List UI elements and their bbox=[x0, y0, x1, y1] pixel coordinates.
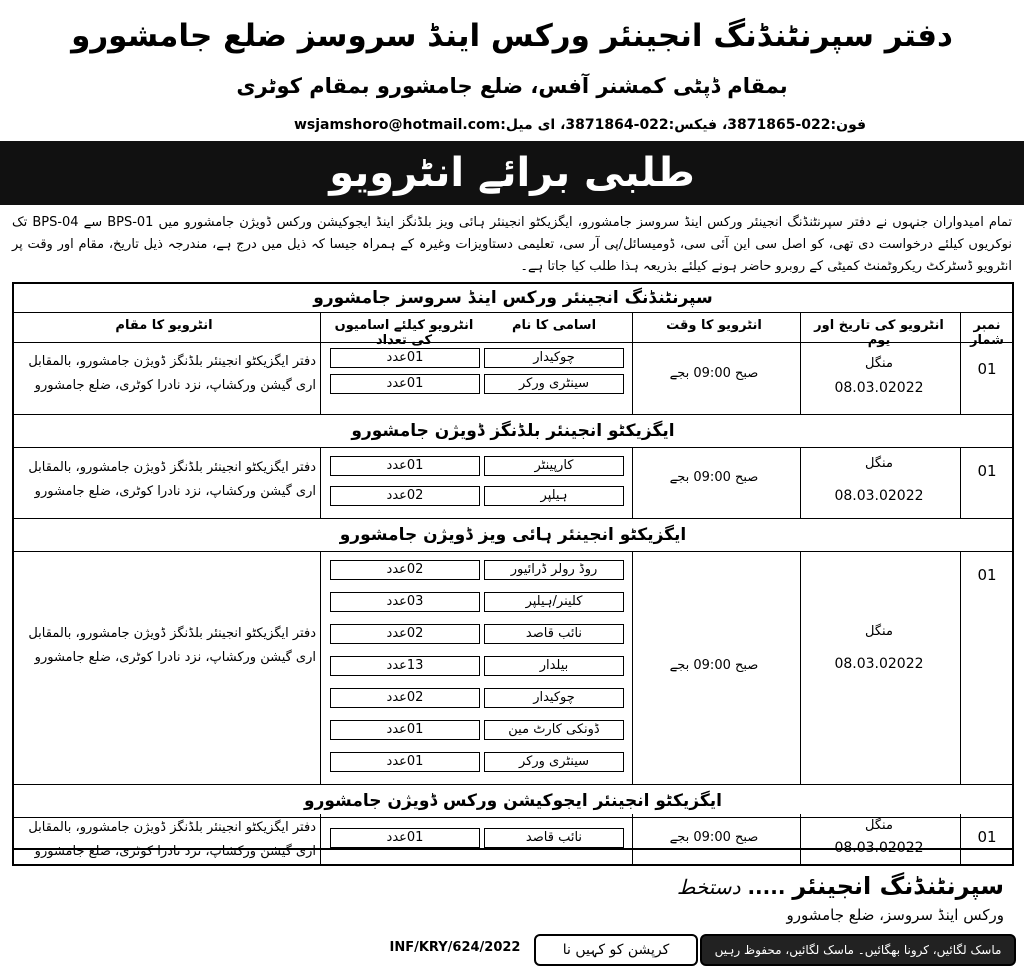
section-title: ایگزیکٹو انجینئر ہائی ویز ڈویژن جامشورو bbox=[14, 518, 1012, 552]
col-serial: نمبر شمار bbox=[970, 318, 1004, 348]
section4-row bbox=[12, 814, 1014, 866]
time: صبح 09:00 بجے bbox=[669, 830, 759, 845]
day: منگل bbox=[865, 624, 893, 639]
contact-line: فون:022-3871865، فیکس:022-3871864، ای میل:wsjamshoro@hotmail.com bbox=[293, 117, 867, 133]
col-venue: انٹرویو کا مقام bbox=[115, 318, 213, 333]
intro-paragraph: تمام امیدواران جنہوں نے دفتر سپرنٹنڈنگ انجینئر ورکس اینڈ سروسز جامشورو، ایگزیکٹو انجینئر ہائی ویز بلڈنگز اینڈ ایجوکیشن ورکس ڈویژن جامشورو میں BPS-01 سے BPS-04 تک نوکریوں کیلئے درخواست دی تھی، کو اصل سی این آئی سی، ڈومیسائل/پی آر سی، تعلیمی دستاویزات وغیرہ کے ہمراہ جیسا کہ ذیل میں درج ہے، مندرجہ ذیل تاریخ، مقام اور وقت پر انٹرویو ڈسٹرکٹ ریکروٹمنٹ کمیٹی کے روبرو حاضر ہونے کیلئے بذریعہ ہذا طلب کیا جاتا ہے۔ bbox=[12, 215, 1012, 274]
post-name: چوکیدار bbox=[484, 688, 624, 708]
post-name: کارپینٹر bbox=[484, 456, 624, 476]
section-title: سپرنٹنڈنگ انجینئر ورکس اینڈ سروسز جامشورو bbox=[14, 284, 1012, 313]
signature-title: سپرنٹنڈنگ انجینئر bbox=[792, 872, 1004, 900]
post-count: 02عدد bbox=[330, 688, 480, 708]
date: 08.03.02022 bbox=[834, 380, 924, 396]
serial: 01 bbox=[977, 828, 997, 846]
post-name: نائب قاصد bbox=[484, 624, 624, 644]
post-count: 02عدد bbox=[330, 486, 480, 506]
office-location: بمقام ڈپٹی کمشنر آفس، ضلع جامشورو بمقام کوٹری bbox=[236, 74, 788, 98]
post-count: 01عدد bbox=[330, 456, 480, 476]
post-count: 01عدد bbox=[330, 828, 480, 848]
post-name: سینٹری ورکر bbox=[484, 752, 624, 772]
section-title: ایگزیکٹو انجینئر ایجوکیشن ورکس ڈویژن جامشورو bbox=[14, 784, 1012, 818]
col-date: انٹرویو کی تاریخ اور یوم bbox=[814, 318, 944, 348]
post-count: 02عدد bbox=[330, 560, 480, 580]
post-count: 13عدد bbox=[330, 656, 480, 676]
interview-banner: طلبی برائے انٹرویو bbox=[0, 141, 1024, 205]
day: منگل bbox=[865, 356, 893, 371]
reference-number: INF/KRY/624/2022 bbox=[389, 940, 521, 955]
post-name: ڈونکی کارٹ مین bbox=[484, 720, 624, 740]
day: منگل bbox=[865, 818, 893, 833]
venue: دفتر ایگزیکٹو انجینئر بلڈنگز ڈویژن جامشورو، بالمقابل اری گیشن ورکشاپ، نزد نادرا کوٹری، ضلع جامشورو bbox=[28, 354, 316, 393]
post-count: 01عدد bbox=[330, 348, 480, 368]
venue: دفتر ایگزیکٹو انجینئر بلڈنگز ڈویژن جامشورو، بالمقابل اری گیشن ورکشاپ، نزد نادرا کوٹری، ضلع جامشورو bbox=[28, 460, 316, 499]
post-name: نائب قاصد bbox=[484, 828, 624, 848]
signature-label: دستخط bbox=[676, 875, 741, 899]
section-title: ایگزیکٹو انجینئر بلڈنگز ڈویژن جامشورو bbox=[14, 414, 1012, 448]
serial: 01 bbox=[977, 462, 997, 480]
mask-slogan: ماسک لگائیں، کرونا بھگائیں۔ ماسک لگائیں، محفوظ رہیں bbox=[700, 934, 1016, 966]
post-count: 01عدد bbox=[330, 720, 480, 740]
date: 08.03.02022 bbox=[834, 656, 924, 672]
serial: 01 bbox=[977, 360, 997, 378]
post-count: 03عدد bbox=[330, 592, 480, 612]
col-count: انٹرویو کیلئے اسامیوں کی تعداد bbox=[334, 318, 474, 348]
interview-table bbox=[12, 282, 1014, 850]
date: 08.03.02022 bbox=[834, 840, 924, 856]
time: صبح 09:00 بجے bbox=[669, 658, 759, 673]
col-post: اسامی کا نام bbox=[511, 318, 597, 333]
date: 08.03.02022 bbox=[834, 488, 924, 504]
time: صبح 09:00 بجے bbox=[669, 470, 759, 485]
venue: دفتر ایگزیکٹو انجینئر بلڈنگز ڈویژن جامشورو، بالمقابل اری گیشن ورکشاپ، نزد نادرا کوٹری، ضلع جامشورو bbox=[28, 820, 316, 859]
post-name: روڈ رولر ڈرائیور bbox=[484, 560, 624, 580]
post-name: بیلدار bbox=[484, 656, 624, 676]
signature-block: سپرنٹنڈنگ انجینئر ..... دستخط ورکس اینڈ سروسز، ضلع جامشورو bbox=[676, 872, 1004, 924]
post-count: 01عدد bbox=[330, 752, 480, 772]
post-count: 02عدد bbox=[330, 624, 480, 644]
venue: دفتر ایگزیکٹو انجینئر بلڈنگز ڈویژن جامشورو، بالمقابل اری گیشن ورکشاپ، نزد نادرا کوٹری، ضلع جامشورو bbox=[28, 626, 316, 665]
post-name: چوکیدار bbox=[484, 348, 624, 368]
office-title: دفتر سپرنٹنڈنگ انجینئر ورکس اینڈ سروسز ضلع جامشورو bbox=[71, 18, 953, 54]
signature-subtitle: ورکس اینڈ سروسز، ضلع جامشورو bbox=[786, 906, 1004, 924]
post-name: سینٹری ورکر bbox=[484, 374, 624, 394]
anti-corruption-slogan: کرپشن کو کہیں نا bbox=[534, 934, 698, 966]
post-name: ہیلپر bbox=[484, 486, 624, 506]
time: صبح 09:00 بجے bbox=[669, 366, 759, 381]
col-time: انٹرویو کا وقت bbox=[666, 318, 762, 333]
day: منگل bbox=[865, 456, 893, 471]
post-count: 01عدد bbox=[330, 374, 480, 394]
post-name: کلینر/ہیلپر bbox=[484, 592, 624, 612]
serial: 01 bbox=[977, 566, 997, 584]
